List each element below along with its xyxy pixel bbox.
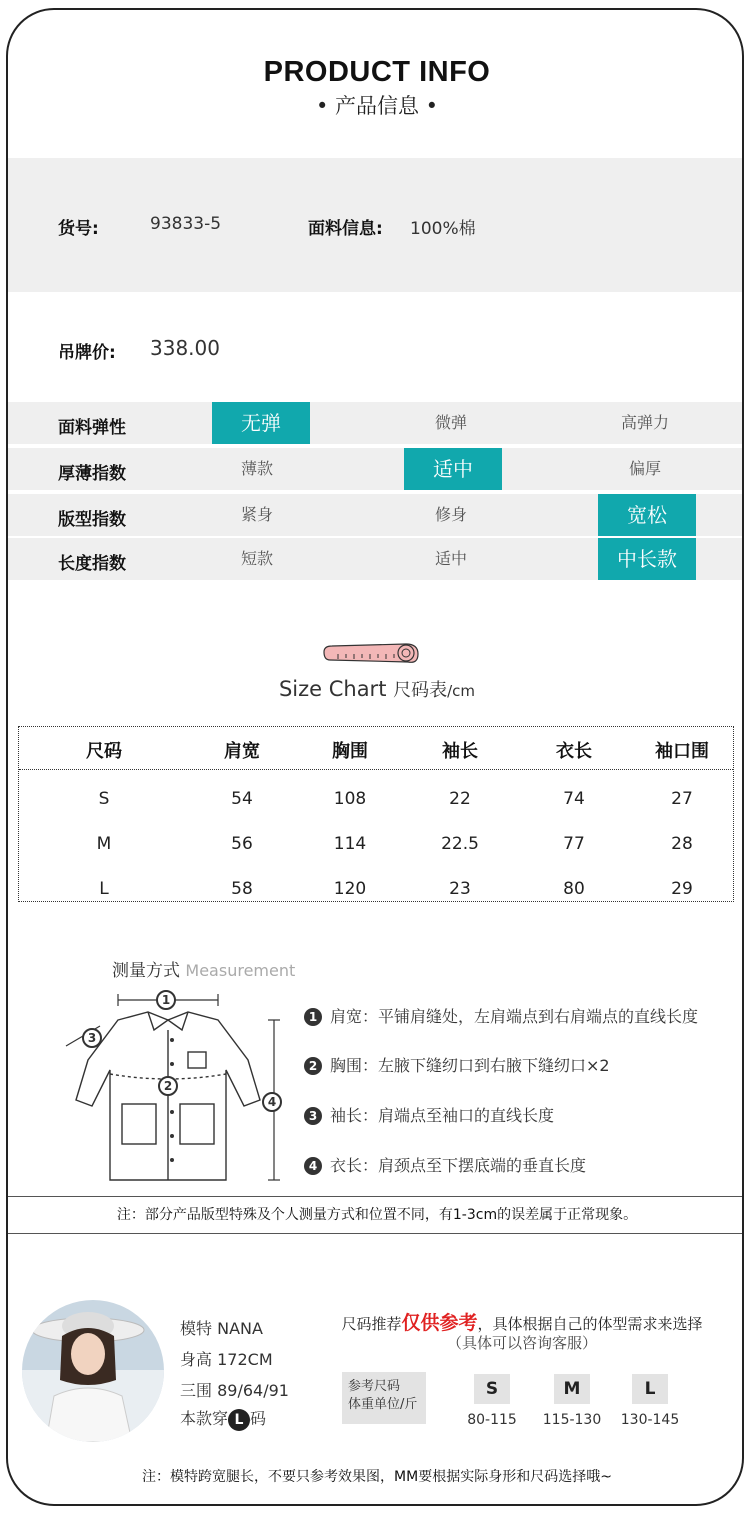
model-measure-label: 三围 — [180, 1381, 213, 1400]
index-label: 面料弹性 — [58, 418, 126, 438]
index-row-fit — [8, 494, 744, 536]
wear-prefix: 本款穿 — [180, 1409, 229, 1428]
table-cell: 58 — [231, 879, 253, 899]
ref-label-size: 参考尺码 — [348, 1379, 401, 1394]
table-cell: 56 — [231, 834, 253, 854]
measurement-text: 肩宽：平铺肩缝处，左肩端点到右肩端点的直线长度 — [330, 1007, 699, 1026]
table-cell: 120 — [333, 879, 367, 899]
recommend-suffix: ，具体根据自己的体型需求来选择 — [477, 1315, 703, 1333]
table-cell: 74 — [563, 789, 585, 809]
tape-measure-icon — [320, 636, 420, 670]
table-cell: 80 — [563, 879, 585, 899]
table-cell: 114 — [333, 834, 367, 854]
table-header-cell: 肩宽 — [224, 741, 260, 762]
table-cell: M — [96, 834, 112, 854]
error-note: 注：部分产品版型特殊及个人测量方式和位置不同，有1-3cm的误差属于正常现象。 — [8, 1196, 744, 1234]
table-cell: 29 — [671, 879, 693, 899]
index-option: 适中 — [434, 549, 467, 568]
page-title: PRODUCT INFO — [263, 56, 491, 88]
model-name-label: 模特 — [180, 1319, 213, 1338]
size-box-s: S — [474, 1374, 510, 1404]
table-cell: 54 — [231, 789, 253, 809]
reference-size-box — [342, 1372, 426, 1424]
model-name-value: NANA — [217, 1319, 263, 1338]
measurement-title-zh: 测量方式 — [112, 961, 180, 981]
measurement-text: 袖长：肩端点至袖口的直线长度 — [330, 1106, 555, 1125]
size-range: 115-130 — [542, 1412, 602, 1428]
table-cell: 28 — [671, 834, 693, 854]
measurement-item — [304, 1103, 554, 1126]
table-divider — [19, 769, 733, 770]
number-badge-icon: 3 — [304, 1107, 322, 1125]
model-name — [180, 1316, 263, 1339]
model-wear-size — [180, 1406, 266, 1431]
model-measurements — [180, 1378, 289, 1401]
table-header-cell: 袖口围 — [655, 741, 709, 762]
model-height-label: 身高 — [180, 1350, 213, 1369]
size-chart-title-en: Size Chart — [278, 677, 387, 701]
svg-text:3: 3 — [87, 1031, 97, 1045]
index-label: 长度指数 — [58, 554, 126, 574]
model-height — [180, 1347, 273, 1370]
wear-suffix: 码 — [250, 1409, 267, 1428]
svg-text:2: 2 — [163, 1079, 173, 1093]
price-label: 吊牌价: — [58, 343, 116, 363]
index-row-elasticity — [8, 402, 744, 444]
size-recommend — [298, 1308, 744, 1335]
sku-fabric-panel — [8, 158, 744, 292]
table-cell: 77 — [563, 834, 585, 854]
table-header-cell: 尺码 — [86, 741, 122, 762]
product-info-card — [6, 8, 744, 1506]
index-option: 偏厚 — [628, 459, 661, 478]
index-option: 无弹 — [212, 402, 310, 444]
svg-text:1: 1 — [161, 993, 171, 1007]
table-header-cell: 袖长 — [442, 741, 478, 762]
recommend-consult: （具体可以咨询客服） — [446, 1334, 597, 1352]
size-range: 80-115 — [467, 1412, 517, 1428]
model-height-value: 172CM — [217, 1350, 273, 1369]
measurement-text: 胸围：左腋下缝纫口到右腋下缝纫口×2 — [330, 1056, 610, 1075]
sku-value: 93833-5 — [150, 214, 222, 234]
index-option: 高弹力 — [620, 413, 669, 432]
index-option: 紧身 — [240, 505, 273, 524]
footer-note: 注：模特跨宽腿长，不要只参考效果图，MM要根据实际身形和尺码选择哦~ — [142, 1469, 612, 1485]
recommend-prefix: 尺码推荐 — [341, 1315, 402, 1333]
table-header-cell: 衣长 — [556, 741, 592, 762]
page-subtitle: • 产品信息 • — [315, 94, 439, 118]
model-measure-value: 89/64/91 — [217, 1381, 289, 1400]
size-l-badge-icon: L — [228, 1409, 250, 1431]
table-cell: 23 — [449, 879, 471, 899]
model-avatar — [22, 1300, 164, 1442]
fabric-value: 100%棉 — [410, 219, 476, 239]
size-chart-unit: /cm — [447, 682, 476, 700]
number-badge-icon: 2 — [304, 1057, 322, 1075]
table-header-cell: 胸围 — [332, 741, 368, 762]
index-option: 短款 — [240, 549, 273, 568]
size-chart-title — [8, 676, 744, 702]
table-cell: 22.5 — [441, 834, 479, 854]
index-label: 版型指数 — [58, 510, 126, 530]
table-cell: 27 — [671, 789, 693, 809]
size-box-l: L — [632, 1374, 668, 1404]
index-label: 厚薄指数 — [58, 464, 126, 484]
price-value: 338.00 — [150, 336, 220, 360]
sku-label: 货号: — [58, 219, 99, 239]
fabric-label: 面料信息: — [308, 219, 383, 239]
price-panel — [8, 292, 744, 402]
table-cell: L — [99, 879, 109, 899]
table-cell: S — [98, 789, 110, 809]
index-option: 薄款 — [240, 459, 273, 478]
measurement-title-en: Measurement — [185, 961, 296, 980]
ref-label-weight: 体重单位/斤 — [348, 1397, 418, 1412]
size-box-m: M — [554, 1374, 590, 1404]
coat-diagram-icon — [48, 990, 288, 1190]
index-row-length — [8, 538, 744, 580]
measurement-item — [304, 1004, 698, 1027]
measurement-item — [304, 1153, 586, 1176]
index-option: 微弹 — [434, 413, 467, 432]
table-cell: 22 — [449, 789, 471, 809]
number-badge-icon: 1 — [304, 1008, 322, 1026]
index-option: 宽松 — [598, 494, 696, 536]
svg-text:4: 4 — [267, 1095, 277, 1109]
size-range: 130-145 — [620, 1412, 680, 1428]
measurement-title — [112, 956, 295, 981]
index-option: 修身 — [434, 505, 467, 524]
table-cell: 108 — [333, 789, 367, 809]
measurement-text: 衣长：肩颈点至下摆底端的垂直长度 — [330, 1156, 587, 1175]
measurement-item — [304, 1053, 610, 1076]
index-option: 适中 — [404, 448, 502, 490]
index-option: 中长款 — [598, 538, 696, 580]
recommend-highlight: 仅供参考 — [401, 1312, 478, 1334]
size-chart-title-zh: 尺码表 — [393, 680, 448, 701]
number-badge-icon: 4 — [304, 1157, 322, 1175]
size-table — [18, 726, 734, 902]
index-row-thickness — [8, 448, 744, 490]
